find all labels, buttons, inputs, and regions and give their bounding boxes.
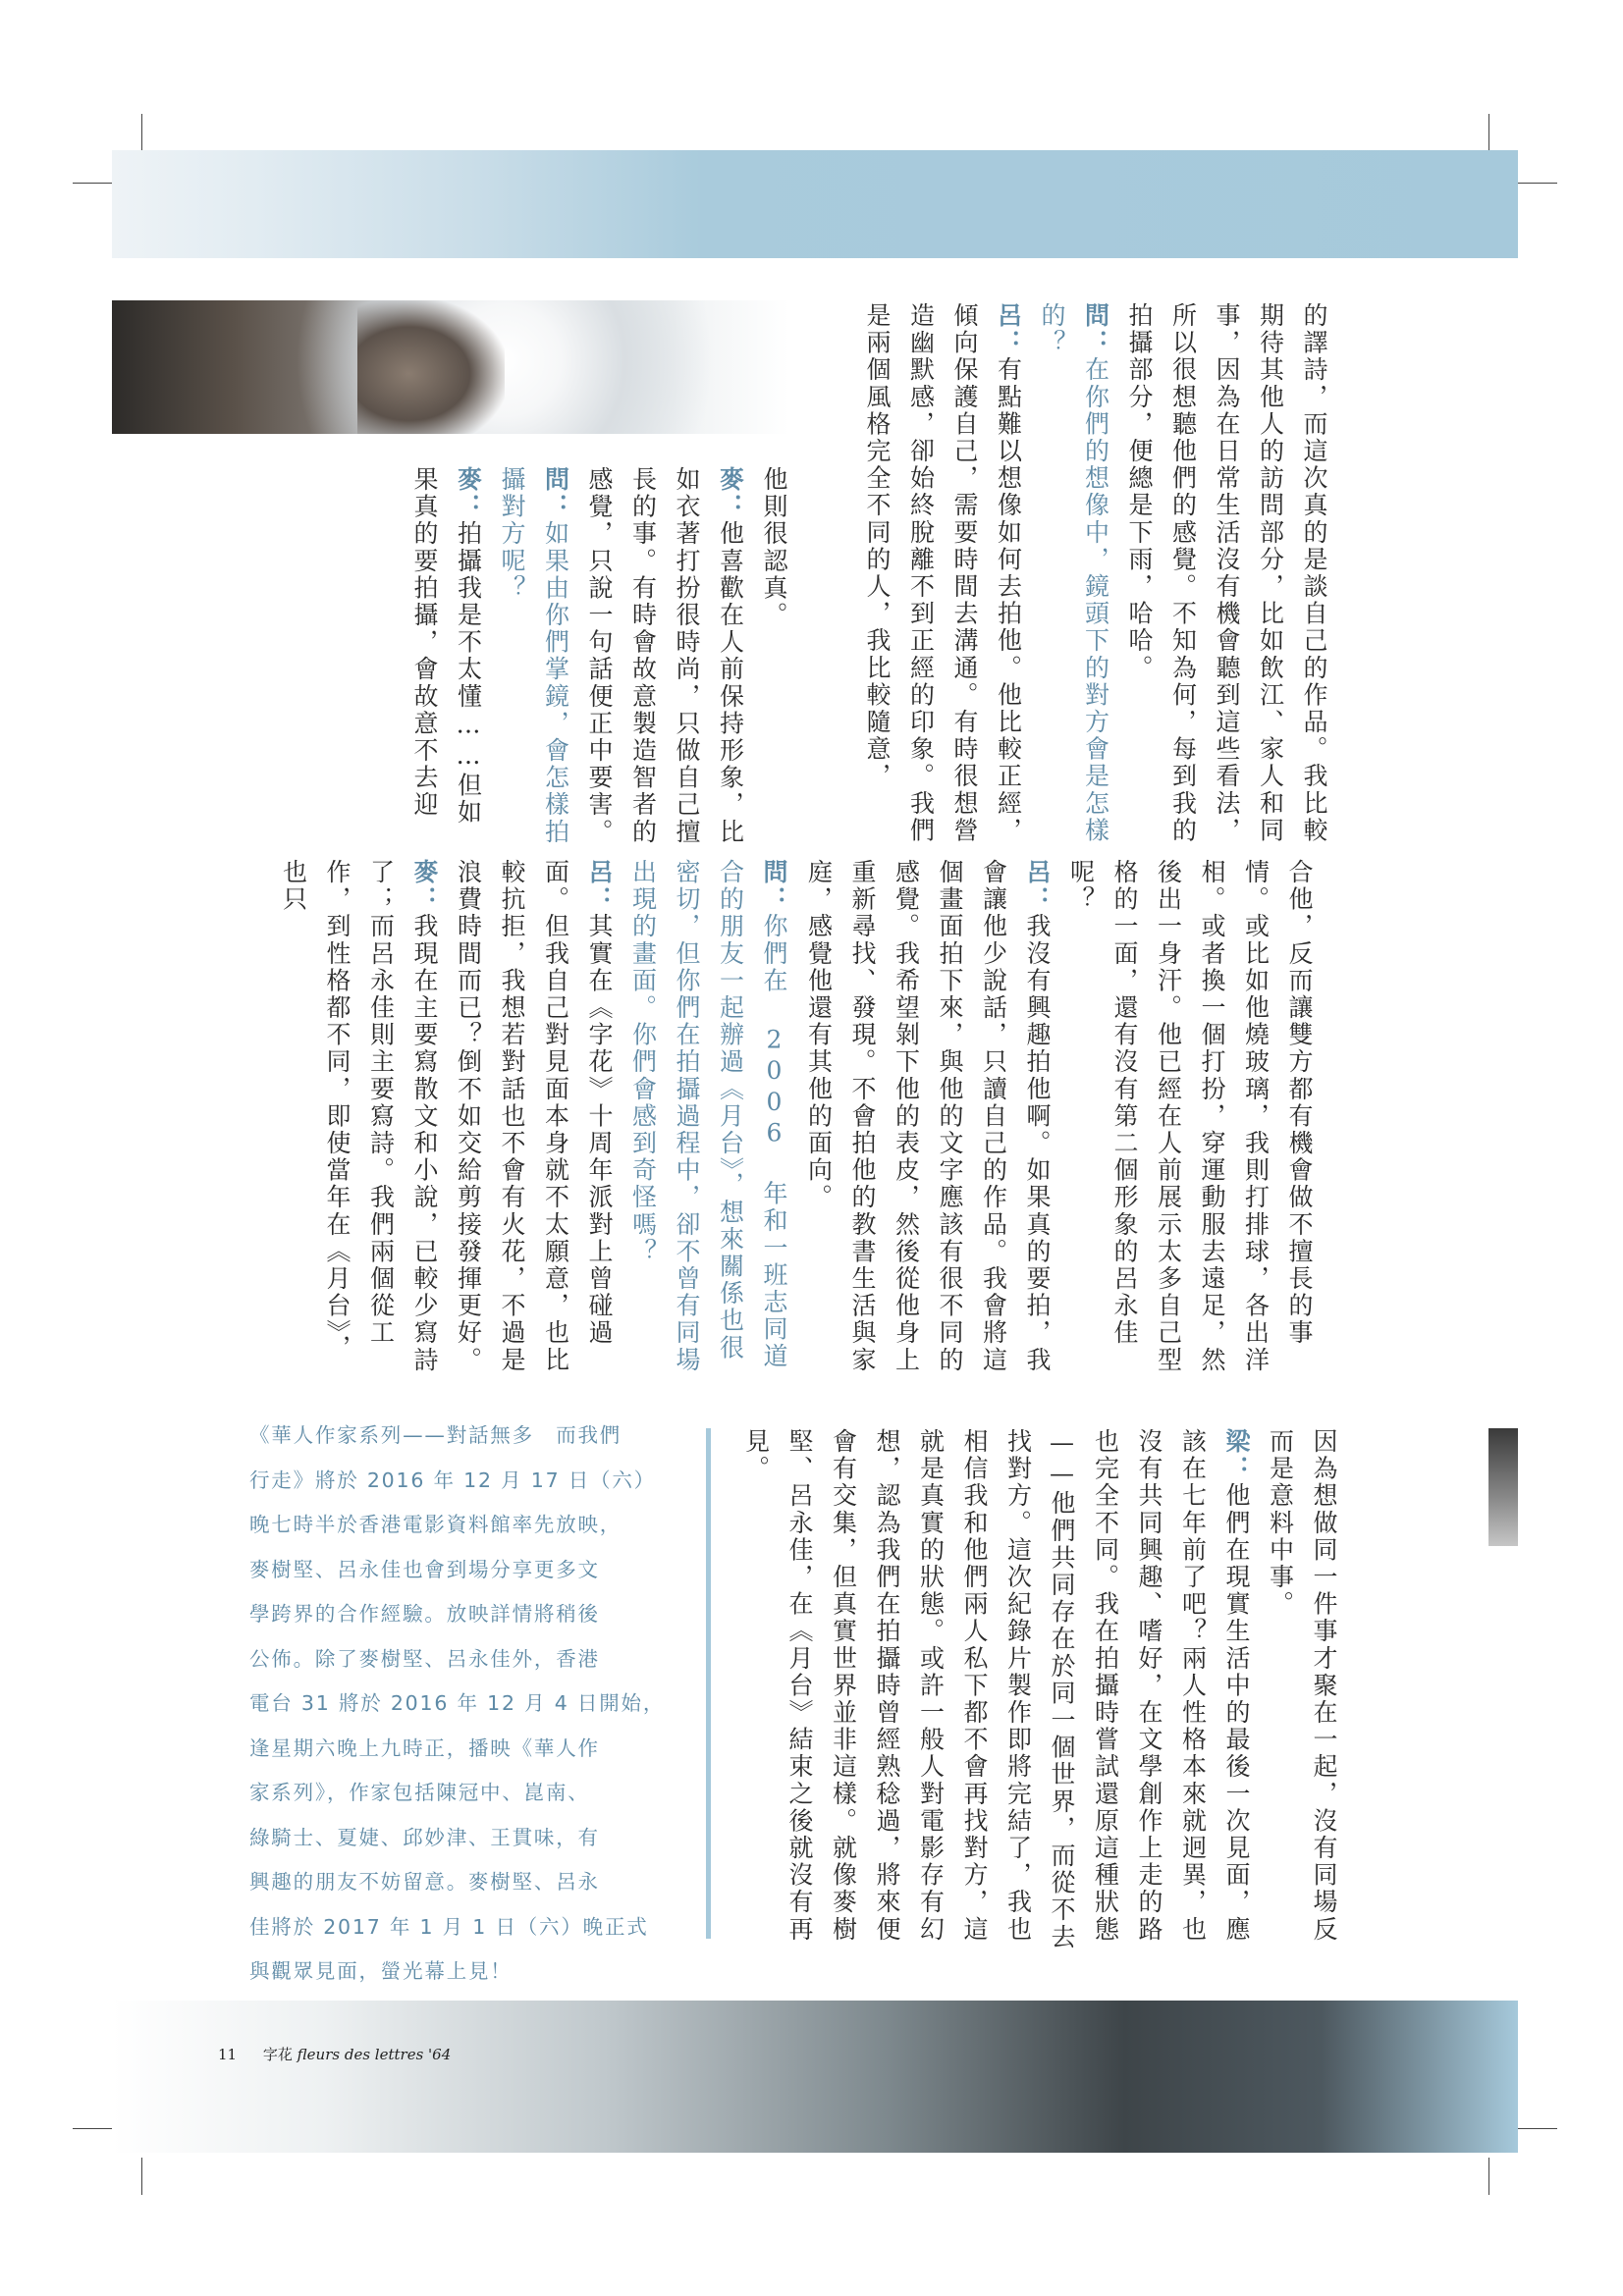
paragraph: 的譯詩，而這次真的是談自己的作品。我比較期待其他人的訪問部分，比如飲江、家人和同事，因為在日常生活沒有機會聽到這些看法，所以很想聽他們的感覺。不知為何，每到我的拍攝部分，便總是下雨，哈哈。 xyxy=(1125,302,1328,844)
answer-text: 我現在主要寫散文和小說，已較少寫詩了；而呂永佳則主要寫詩。我們兩個從工作，到性格都不同，即使當年在《月台》，也只 xyxy=(279,859,439,1374)
question-paragraph xyxy=(1030,302,1117,847)
notice-line: 晚七時半於香港電影資料館率先放映， xyxy=(249,1513,622,1536)
crop-mark xyxy=(1488,114,1489,151)
portrait-photo xyxy=(112,300,789,434)
paragraph: 合他，反而讓雙方都有機會做不擅長的事情。或比如他燒玻璃，我則打排球，各出洋相。或者換一個打扮，穿運動服去遠足，然後出一身汗。他已經在人前展示太多自己型格的一面，還有沒有第二個形象的呂永佳呢？ xyxy=(1066,859,1314,1374)
answer-paragraph xyxy=(271,859,446,1379)
crop-mark xyxy=(141,114,142,151)
answer-text: 他喜歡在人前保持形象，比如衣著打扮很時尚，只做自己擅長的事。有時會故意製造智者的感覺，只說一句話便正中要害。 xyxy=(585,466,745,846)
page-footer xyxy=(218,2044,451,2064)
notice-line: 學跨界的合作經驗。放映詳情將稍後 xyxy=(249,1602,600,1626)
footer-photo-band xyxy=(112,2001,1518,2153)
answer-paragraph xyxy=(855,302,1030,847)
screening-notice xyxy=(249,1414,681,1995)
speaker-label: 問： xyxy=(760,859,788,914)
notice-line: 行走》將於 2016 年 12 月 17 日（六） xyxy=(249,1468,656,1492)
answer-text: 其實在《字花》十周年派對上曾碰過面。但我自己對見面本身就不太願意，也比較抗拒，我想若對話也不會有火花，不過是浪費時間而已？倒不如交給剪接發揮更好。 xyxy=(454,859,614,1374)
column-middle-right xyxy=(804,859,1321,1379)
speaker-label: 問： xyxy=(541,466,570,521)
notice-line: 興趣的朋友不妨留意。麥樹堅、呂永 xyxy=(249,1870,600,1894)
answer-text: 我沒有興趣拍他啊。如果真的要拍，我會讓他少說話，只讀自己的作品。我會將這個畫面拍下來，與他的文字應該有很不同的感覺。我希望剝下他的表皮，然後從他身上重新尋找、發現。不會拍他的教書生活與家庭，感覺他還有其他的面向。 xyxy=(804,859,1052,1374)
notice-line: 公佈。除了麥樹堅、呂永佳外，香港 xyxy=(249,1646,600,1671)
crop-mark xyxy=(141,2158,142,2195)
question-text: 在你們的想像中，鏡頭下的對方會是怎樣的？ xyxy=(1038,302,1110,845)
answer-paragraph xyxy=(446,859,621,1379)
question-paragraph xyxy=(621,859,795,1379)
answer-text: 拍攝我是不太懂……但如果真的要拍攝，會故意不去迎 xyxy=(410,466,483,827)
header-photo-band xyxy=(112,150,1518,258)
paragraph: 他則很認真。 xyxy=(760,466,788,629)
page-number: 11 xyxy=(218,2046,238,2063)
speaker-label: 呂： xyxy=(994,302,1023,357)
crop-mark xyxy=(73,183,112,184)
notice-line: 電台 31 將於 2016 年 12 月 4 日開始， xyxy=(249,1691,666,1715)
answer-paragraph xyxy=(403,466,490,847)
paragraph: 因為想做同一件事才聚在一起，沒有同場反而是意料中事。 xyxy=(1266,1428,1338,1944)
crop-mark xyxy=(1518,2128,1557,2129)
notice-line: 家系列》，作家包括陳冠中、崑南、 xyxy=(249,1781,590,1804)
magazine-name: 字花 xyxy=(262,2046,293,2063)
column-middle-left xyxy=(245,859,795,1379)
answer-paragraph xyxy=(733,1428,1258,1958)
answer-text: 有點難以想像如何去拍他。他比較正經，傾向保護自己，需要時間去溝通。有時很想營造幽默感，卻始終脫離不到正經的印象。我們是兩個風格完全不同的人，我比較隨意， xyxy=(863,302,1023,845)
notice-rule xyxy=(706,1428,711,1939)
speaker-label: 呂： xyxy=(1023,859,1052,914)
notice-line: 逢星期六晚上九時正，播映《華人作 xyxy=(249,1735,600,1760)
answer-paragraph xyxy=(796,859,1058,1379)
notice-line: 佳將於 2017 年 1 月 1 日（六）晚正式 xyxy=(249,1914,649,1939)
column-upper-right xyxy=(776,302,1335,847)
question-text: 如果由你們掌鏡，會怎樣拍攝對方呢？ xyxy=(498,466,570,846)
crop-mark xyxy=(1488,2158,1489,2195)
question-text: 你們在 2006 年和一班志同道合的朋友一起辦過《月台》，想來關係也很密切，但你們在拍攝過程中，卻不曾有同場出現的畫面。你們會感到奇怪嗎？ xyxy=(628,859,788,1374)
speaker-label: 梁： xyxy=(1222,1428,1251,1483)
answer-paragraph xyxy=(577,466,752,847)
column-bottom-right xyxy=(741,1428,1345,1958)
notice-line: 與觀眾見面，螢光幕上見！ xyxy=(249,1959,513,1983)
speaker-label: 問： xyxy=(1081,302,1110,357)
magazine-latin-name: fleurs des lettres '64 xyxy=(297,2046,452,2063)
side-photo-strip xyxy=(1488,1428,1518,1546)
notice-line: 《華人作家系列——對話無多 而我們 xyxy=(249,1423,622,1447)
notice-line: 麥樹堅、呂永佳也會到場分享更多文 xyxy=(249,1557,600,1581)
column-upper-left xyxy=(245,466,795,847)
crop-mark xyxy=(1518,183,1557,184)
notice-line: 綠騎士、夏婕、邱妙津、王貫味，有 xyxy=(249,1825,600,1849)
portrait-face xyxy=(357,300,505,434)
speaker-label: 麥： xyxy=(454,466,483,521)
speaker-label: 麥： xyxy=(410,859,439,914)
speaker-label: 麥： xyxy=(716,466,745,521)
crop-mark xyxy=(73,2128,112,2129)
speaker-label: 呂： xyxy=(585,859,614,914)
answer-text: 他們在現實生活中的最後一次見面，應該在七年前了吧？兩人性格本來就迥異，也沒有共同興趣、嗜好，在文學創作上走的路也完全不同。我在拍攝時嘗試還原這種狀態——他們共同存在於同一個世界，而從不去找對方。這次紀錄片製作即將完結了，我也相信我和他們兩人私下都不會再找對方，這就是真實的狀態。或許一般人對電影存有幻想，認為我們在拍攝時曾經熟稔過，將來便會有交集，但真實世界並非這樣。就像麥樹堅、呂永佳，在《月台》結束之後就沒有再見。 xyxy=(741,1428,1251,1951)
question-paragraph xyxy=(490,466,577,847)
